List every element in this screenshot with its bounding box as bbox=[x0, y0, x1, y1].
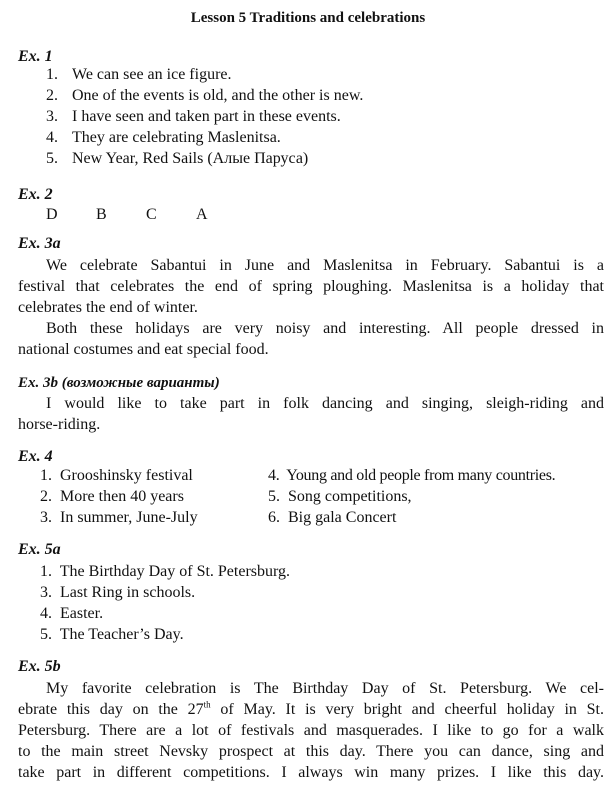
paragraph-line: festival that celebrates the end of spring ploughing. Maslenitsa is a holiday that bbox=[18, 278, 604, 295]
list-number: 1. bbox=[46, 66, 58, 83]
ex3a-heading: Ex. 3a bbox=[18, 235, 61, 252]
paragraph-line: horse-riding. bbox=[18, 416, 101, 433]
paragraph-line bbox=[18, 700, 604, 720]
answer: D bbox=[46, 206, 58, 223]
paragraph-line: We celebrate Sabantui in June and Maslenitsa in February. Sabantui is a bbox=[46, 257, 604, 274]
paragraph-line: celebrates the end of winter. bbox=[18, 299, 198, 316]
list-item: 1. Grooshinsky festival bbox=[40, 467, 193, 484]
list-item: 3. In summer, June-July bbox=[40, 509, 198, 526]
answer: C bbox=[146, 206, 157, 223]
page-title: Lesson 5 Traditions and celebrations bbox=[190, 10, 426, 26]
ex5b-heading: Ex. 5b bbox=[18, 658, 61, 675]
ex1-heading: Ex. 1 bbox=[18, 48, 53, 65]
paragraph-line: I would like to take part in folk dancing and singing, sleigh-riding and bbox=[46, 395, 604, 412]
list-item: New Year, Red Sails (Алые Паруса) bbox=[72, 150, 309, 167]
text: of May. It is very bright and cheerful holiday in St. bbox=[210, 701, 605, 718]
list-item: 5. Song competitions, bbox=[268, 488, 412, 505]
answer: B bbox=[96, 206, 107, 223]
list-item: One of the events is old, and the other is new. bbox=[72, 87, 364, 104]
superscript: th bbox=[203, 699, 211, 710]
paragraph-line: Petersburg. There are a lot of festivals and masquerades. I like to go for a walk bbox=[18, 722, 604, 739]
ex5a-heading: Ex. 5a bbox=[18, 541, 61, 558]
list-item: 4. Easter. bbox=[40, 605, 104, 622]
ex4-heading: Ex. 4 bbox=[18, 448, 53, 465]
list-item: 5. The Teacher’s Day. bbox=[40, 626, 184, 643]
answer: A bbox=[196, 206, 208, 223]
list-item: 3. Last Ring in schools. bbox=[40, 584, 196, 601]
list-item: 6. Big gala Concert bbox=[268, 509, 397, 526]
list-item: 1. The Birthday Day of St. Petersburg. bbox=[40, 563, 291, 580]
list-number: 4. bbox=[46, 129, 58, 146]
list-item: We can see an ice figure. bbox=[72, 66, 232, 83]
ex3b-heading: Ex. 3b (возможные варианты) bbox=[18, 375, 220, 391]
paragraph-line: Both these holidays are very noisy and interesting. All people dressed in bbox=[46, 320, 604, 337]
text: ebrate this day on the 27 bbox=[18, 701, 204, 718]
paragraph-line: take part in different competitions. I always win many prizes. I like this day. bbox=[18, 764, 604, 781]
paragraph-line: national costumes and eat special food. bbox=[18, 341, 269, 358]
list-item: 4. Young and old people from many countries. bbox=[268, 467, 556, 484]
list-item: They are celebrating Maslenitsa. bbox=[72, 129, 281, 146]
ex2-heading: Ex. 2 bbox=[18, 186, 53, 203]
list-number: 2. bbox=[46, 87, 58, 104]
list-number: 5. bbox=[46, 150, 58, 167]
paragraph-line: My favorite celebration is The Birthday Day of St. Petersburg. We cel- bbox=[46, 680, 604, 697]
list-number: 3. bbox=[46, 108, 58, 125]
list-item: 2. More then 40 years bbox=[40, 488, 184, 505]
list-item: I have seen and taken part in these events. bbox=[72, 108, 341, 125]
paragraph-line: to the main street Nevsky prospect at this day. There you can dance, sing and bbox=[18, 743, 604, 760]
